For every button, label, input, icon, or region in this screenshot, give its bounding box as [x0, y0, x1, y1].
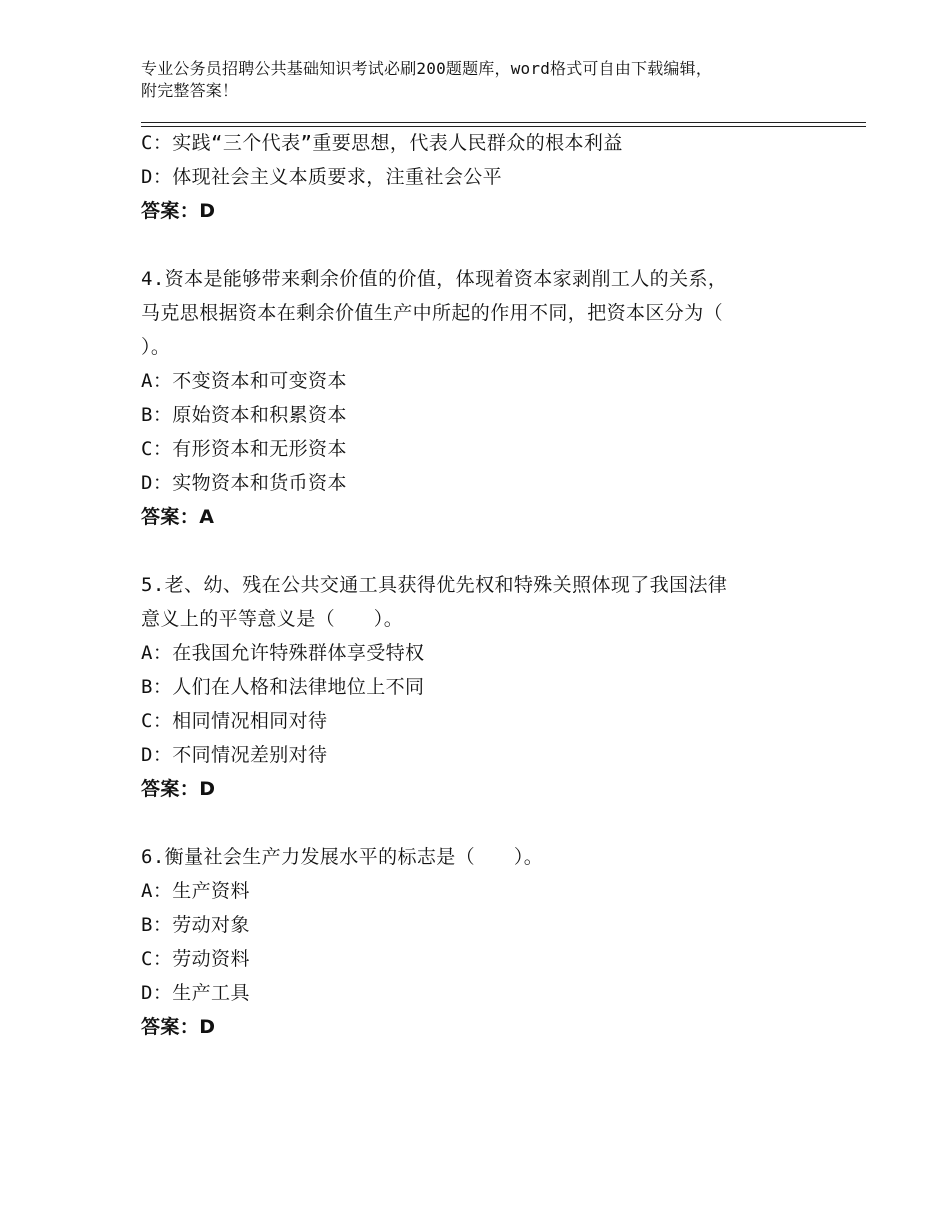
answer-label: 答案：D: [141, 1016, 216, 1038]
question-text-line: 5.老、幼、残在公共交通工具获得优先权和特殊关照体现了我国法律: [141, 574, 728, 596]
option-b: B：劳动对象: [141, 914, 250, 936]
option-d: D：不同情况差别对待: [141, 744, 328, 766]
question-text-line: 马克思根据资本在剩余价值生产中所起的作用不同，把资本区分为（: [141, 302, 724, 324]
option-a: A：在我国允许特殊群体享受特权: [141, 642, 425, 664]
answer-label: 答案：D: [141, 778, 216, 800]
header-rule-thick: [141, 122, 866, 123]
option-c: C：有形资本和无形资本: [141, 438, 347, 460]
question-block-4: [141, 262, 866, 534]
question-block-6: [141, 840, 866, 1044]
question-content: [141, 126, 866, 1044]
question-text-line: 意义上的平等意义是（ ）。: [141, 608, 404, 630]
option-c: C：劳动资料: [141, 948, 250, 970]
answer-label: 答案：D: [141, 200, 216, 222]
header-line-1: 专业公务员招聘公共基础知识考试必刷200题题库，word格式可自由下载编辑，: [141, 59, 713, 78]
option-a: A：不变资本和可变资本: [141, 370, 347, 392]
question-block-5: [141, 568, 866, 806]
answer-label: 答案：A: [141, 506, 215, 528]
spacer: [141, 228, 866, 262]
option-c: C：相同情况相同对待: [141, 710, 328, 732]
page-header: [141, 58, 821, 102]
option-c: C：实践“三个代表”重要思想，代表人民群众的根本利益: [141, 132, 623, 154]
option-a: A：生产资料: [141, 880, 250, 902]
option-b: B：人们在人格和法律地位上不同: [141, 676, 425, 698]
question-text-line: 4.资本是能够带来剩余价值的价值，体现着资本家剥削工人的关系，: [141, 268, 728, 290]
option-d: D：生产工具: [141, 982, 250, 1004]
question-block-prev: [141, 126, 866, 228]
option-d: D：实物资本和货币资本: [141, 472, 347, 494]
question-text-line: ）。: [141, 336, 171, 358]
option-d: D：体现社会主义本质要求，注重社会公平: [141, 166, 503, 188]
spacer: [141, 806, 866, 840]
question-text-line: 6.衡量社会生产力发展水平的标志是（ ）。: [141, 846, 544, 868]
spacer: [141, 534, 866, 568]
option-b: B：原始资本和积累资本: [141, 404, 347, 426]
header-line-2: 附完整答案！: [141, 81, 239, 100]
